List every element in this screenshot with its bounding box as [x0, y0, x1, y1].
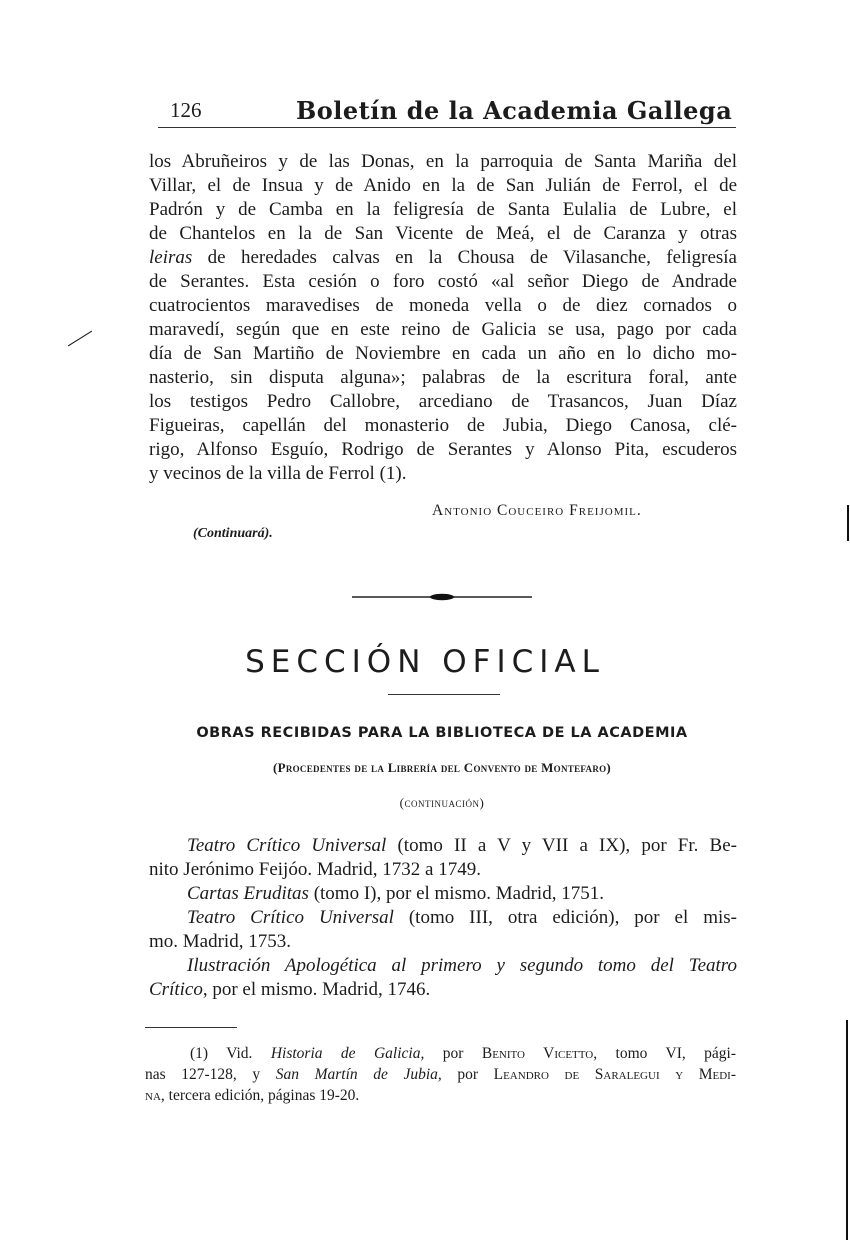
footnote-line: na, tercera edición, páginas 19-20.	[145, 1087, 360, 1104]
continuation-note: (continuación)	[399, 795, 485, 810]
article-line: maravedí, según que en este reino de Galicia se usa, pago por cada	[149, 319, 737, 340]
article-line: Padrón y de Camba en la feligresía de Santa Eulalia de Lubre, el	[149, 199, 737, 220]
scan-pencil-mark	[68, 331, 92, 347]
article-line: los testigos Pedro Callobre, arcediano de Trasancos, Juan Díaz	[149, 391, 737, 412]
entry-line: Teatro Crítico Universal (tomo III, otra edición), por el mis-	[187, 907, 737, 928]
section-ornament	[352, 592, 532, 602]
entry-line: mo. Madrid, 1753.	[149, 931, 291, 952]
page-number: 126	[170, 98, 202, 122]
section-rule	[388, 694, 500, 695]
footnote-rule	[145, 1027, 237, 1028]
article-line: de Serantes. Esta cesión o foro costó «al señor Diego de Andrade	[149, 271, 737, 292]
continued-note: (Continuará).	[193, 526, 273, 541]
article-author: Antonio Couceiro Freijomil.	[432, 502, 642, 519]
article-line: de Chantelos en la de San Vicente de Meá, el de Caranza y otras	[149, 223, 737, 244]
section-title: SECCIÓN OFICIAL	[245, 644, 605, 680]
section-subtitle: OBRAS RECIBIDAS PARA LA BIBLIOTECA DE LA ACADEMIA	[196, 725, 688, 741]
article-line: los Abruñeiros y de las Donas, en la parroquia de Santa Mariña del	[149, 151, 737, 172]
footnote-line: nas 127-128, y San Martín de Jubia, por Leandro de Saralegui y Medi-	[145, 1066, 737, 1083]
article-line: rigo, Alfonso Esguío, Rodrigo de Serantes y Alonso Pita, escuderos	[149, 439, 737, 460]
article-line: Villar, el de Insua y de Anido en la de San Julián de Ferrol, el de	[149, 175, 737, 196]
header-rule	[158, 127, 736, 128]
footnote-line: (1) Vid. Historia de Galicia, por Benito Vicetto, tomo VI, pági-	[190, 1045, 737, 1062]
entry-line: Teatro Crítico Universal (tomo II a V y VII a IX), por Fr. Be-	[187, 835, 737, 856]
provenance-note: (Procedentes de la Librería del Convento de Montefaro)	[272, 760, 612, 775]
article-line: leiras de heredades calvas en la Chousa de Vilasanche, feligresía	[149, 247, 737, 268]
running-title: Boletín de la Academia Gallega	[296, 96, 733, 125]
entry-line: nito Jerónimo Feijóo. Madrid, 1732 a 1749.	[149, 859, 481, 880]
entry-line: Crítico, por el mismo. Madrid, 1746.	[149, 979, 431, 1000]
article-line: día de San Martiño de Noviembre en cada un año en lo dicho mo-	[149, 343, 737, 364]
scan-edge-mark	[846, 1020, 848, 1240]
article-line: cuatrocientos maravedises de moneda vella o de diez cornados o	[149, 295, 737, 316]
article-line: Figueiras, capellán del monasterio de Jubia, Diego Canosa, clé-	[149, 415, 737, 436]
scan-edge-mark	[847, 505, 849, 541]
article-line: nasterio, sin disputa alguna»; palabras de la escritura foral, ante	[149, 367, 737, 388]
entry-line: Cartas Eruditas (tomo I), por el mismo. Madrid, 1751.	[187, 883, 604, 904]
article-line: y vecinos de la villa de Ferrol (1).	[149, 463, 407, 484]
entry-line: Ilustración Apologética al primero y segundo tomo del Teatro	[187, 955, 737, 976]
